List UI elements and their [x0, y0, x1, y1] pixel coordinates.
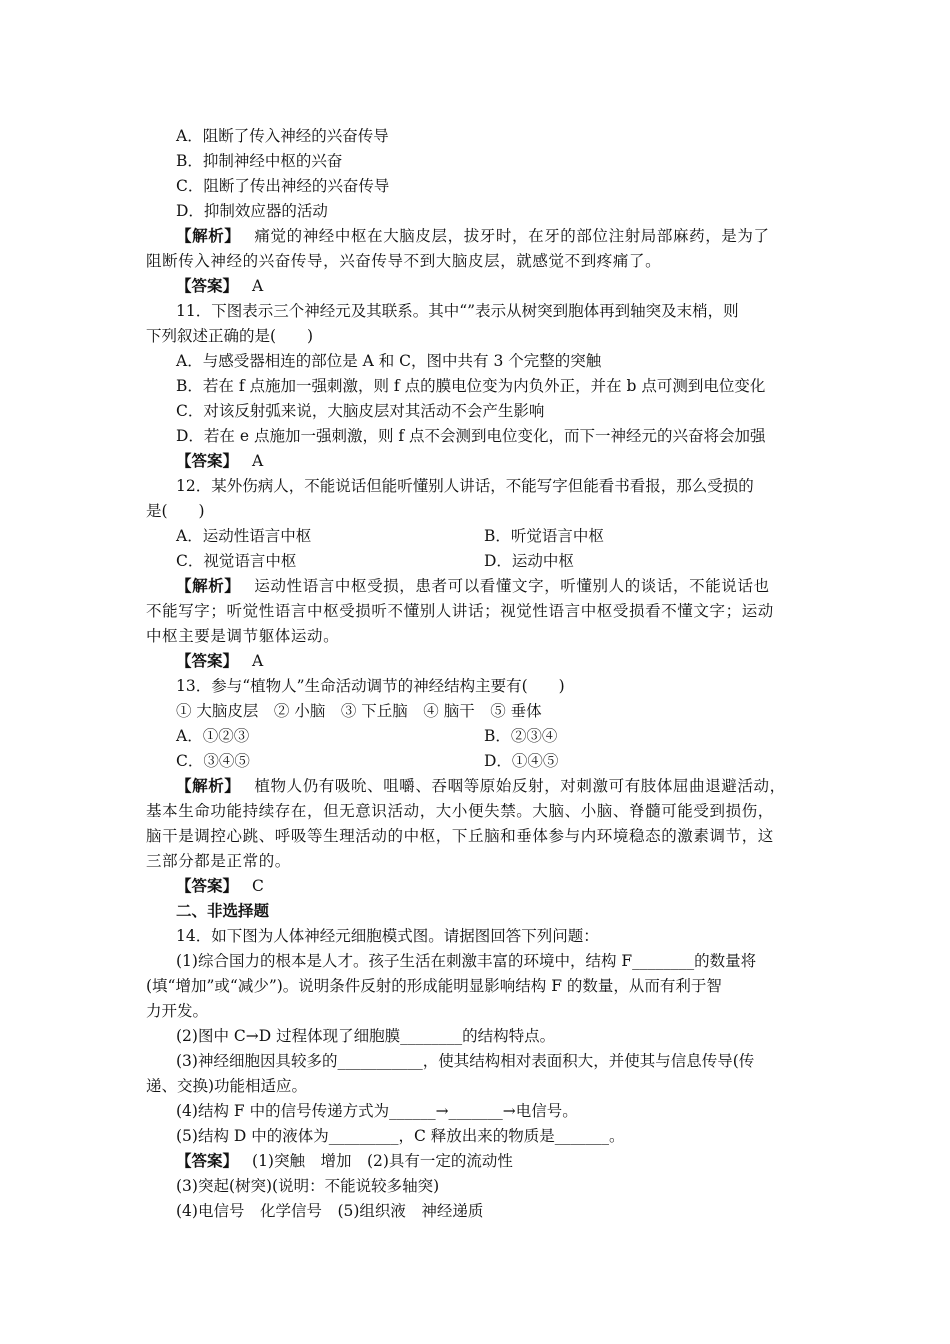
question-13: 13．参与“植物人”生命活动调节的神经结构主要有( ) — [176, 677, 565, 695]
q14-part-1: (1)综合国力的根本是人才。孩子生活在刺激丰富的环境中，结构 F________的数量将 — [176, 952, 757, 970]
answer-value: C — [252, 877, 264, 895]
answer-value: (1)突触 增加 (2)具有一定的流动性 — [252, 1152, 513, 1170]
q11-option-a: A．与感受器相连的部位是 A 和 C，图中共有 3 个完整的突触 — [176, 352, 602, 370]
q14-part-1-cont2: 力开发。 — [146, 1002, 209, 1020]
answer-tag: 【答案】 — [176, 277, 239, 295]
answer-tag: 【答案】 — [176, 877, 239, 895]
answer-value: A — [252, 452, 264, 470]
option-b: B．抑制神经中枢的兴奋 — [176, 152, 343, 170]
q12-option-c: C．视觉语言中枢 — [176, 552, 297, 570]
answer-value: A — [252, 277, 264, 295]
analysis-tag: 【解析】 — [176, 577, 241, 595]
analysis-text: 痛觉的神经中枢在大脑皮层，拔牙时，在牙的部位注射局部麻药，是为了 — [254, 227, 770, 245]
q12-option-b: B．听觉语言中枢 — [484, 527, 604, 545]
analysis-12-cont: 不能写字；听觉性语言中枢受损听不懂别人讲话；视觉性语言中枢受损看不懂文字；运动 — [146, 602, 774, 620]
option-d: D．抑制效应器的活动 — [176, 202, 328, 220]
analysis-text: 植物人仍有吸吮、咀嚼、吞咽等原始反射，对刺激可有肢体屈曲退避活动， — [254, 777, 786, 795]
q13-option-d: D．①④⑤ — [484, 752, 559, 770]
question-11-cont: 下列叙述正确的是( ) — [146, 327, 314, 345]
q14-part-2: (2)图中 C→D 过程体现了细胞膜________的结构特点。 — [176, 1027, 556, 1045]
answer-11 — [176, 449, 263, 473]
q14-part-1-cont: (填“增加”或“减少”)。说明条件反射的形成能明显影响结构 F 的数量，从而有利于智 — [146, 977, 722, 995]
analysis-text: 运动性语言中枢受损，患者可以看懂文字，听懂别人的谈话，不能说话也 — [254, 577, 770, 595]
analysis-12 — [176, 574, 770, 598]
question-12: 12．某外伤病人，不能说话但能听懂别人讲话，不能写字但能看书看报，那么受损的 — [176, 477, 754, 495]
answer-13 — [176, 874, 264, 898]
q13-items: ① 大脑皮层 ② 小脑 ③ 下丘脑 ④ 脑干 ⑤ 垂体 — [176, 702, 542, 720]
answer-tag: 【答案】 — [176, 652, 239, 670]
analysis-10-cont: 阻断传入神经的兴奋传导，兴奋传导不到大脑皮层，就感觉不到疼痛了。 — [146, 252, 662, 270]
analysis-12-cont2: 中枢主要是调节躯体运动。 — [146, 627, 340, 645]
answer-12 — [176, 649, 263, 673]
analysis-10 — [176, 224, 770, 248]
analysis-13-cont2: 脑干是调控心跳、呼吸等生理活动的中枢，下丘脑和垂体参与内环境稳态的激素调节，这 — [146, 827, 774, 845]
q14-part-3: (3)神经细胞因具较多的___________，使其结构相对表面积大，并使其与信息传导(传 — [176, 1052, 755, 1070]
q14-part-4: (4)结构 F 中的信号传递方式为______→_______→电信号。 — [176, 1102, 578, 1120]
answer-value: A — [252, 652, 264, 670]
analysis-13-cont: 基本生命功能持续存在，但无意识活动，大小便失禁。大脑、小脑、脊髓可能受到损伤， — [146, 802, 774, 820]
question-12-cont: 是( ) — [146, 502, 205, 520]
analysis-13-cont3: 三部分都是正常的。 — [146, 852, 291, 870]
question-11: 11．下图表示三个神经元及其联系。其中“”表示从树突到胞体再到轴突及末梢，则 — [176, 302, 739, 320]
q11-option-c: C．对该反射弧来说，大脑皮层对其活动不会产生影响 — [176, 402, 545, 420]
q12-option-d: D．运动中枢 — [484, 552, 574, 570]
q13-option-b: B．②③④ — [484, 727, 558, 745]
analysis-tag: 【解析】 — [176, 227, 241, 245]
answer-14-cont2: (4)电信号 化学信号 (5)组织液 神经递质 — [176, 1202, 484, 1220]
option-c: C．阻断了传出神经的兴奋传导 — [176, 177, 390, 195]
answer-tag: 【答案】 — [176, 1152, 239, 1170]
question-14: 14．如下图为人体神经元细胞模式图。请据图回答下列问题： — [176, 927, 599, 945]
analysis-13 — [176, 774, 786, 798]
answer-tag: 【答案】 — [176, 452, 239, 470]
q11-option-b: B．若在 f 点施加一强刺激，则 f 点的膜电位变为内负外正，并在 b 点可测到电位变化 — [176, 377, 766, 395]
analysis-tag: 【解析】 — [176, 777, 241, 795]
q14-part-5: (5)结构 D 中的液体为_________，C 释放出来的物质是_______。 — [176, 1127, 625, 1145]
answer-14 — [176, 1149, 513, 1173]
option-a: A．阻断了传入神经的兴奋传导 — [176, 127, 389, 145]
q13-option-a: A．①②③ — [176, 727, 250, 745]
answer-10 — [176, 274, 263, 298]
answer-14-cont: (3)突起(树突)(说明：不能说较多轴突) — [176, 1177, 440, 1195]
q14-part-3-cont: 递、交换)功能相适应。 — [146, 1077, 308, 1095]
section-heading: 二、非选择题 — [176, 902, 270, 920]
q11-option-d: D．若在 e 点施加一强刺激，则 f 点不会测到电位变化，而下一神经元的兴奋将会加强 — [176, 427, 766, 445]
q12-option-a: A．运动性语言中枢 — [176, 527, 312, 545]
q13-option-c: C．③④⑤ — [176, 752, 250, 770]
